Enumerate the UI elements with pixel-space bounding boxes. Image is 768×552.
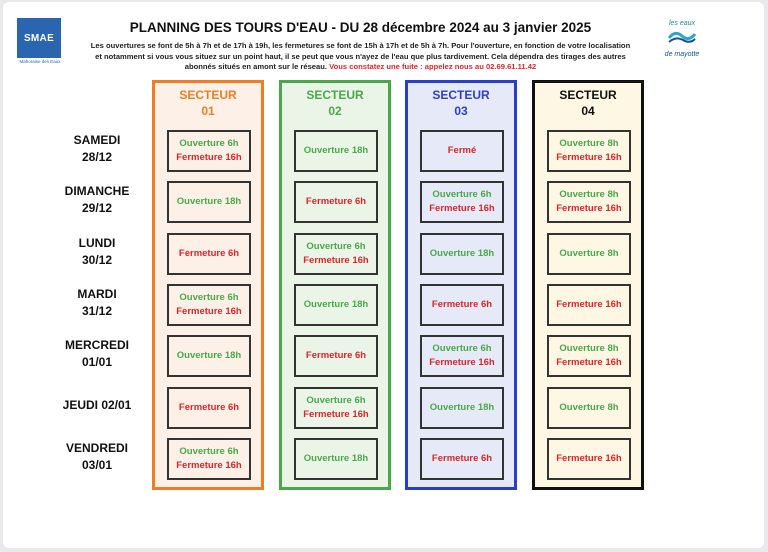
opening-time: Ouverture 18h (429, 402, 495, 413)
closing-time: Fermeture 16h (176, 152, 242, 163)
schedule-cell (547, 335, 631, 377)
schedule-cell (167, 233, 251, 275)
info-text (73, 41, 648, 73)
day-date: 01/01 (81, 355, 113, 369)
schedule-cell (294, 130, 378, 172)
closing-time: Fermeture 16h (556, 299, 622, 310)
schedule-cell (420, 130, 504, 172)
schedule-cell (294, 284, 378, 326)
info-line-2: et notamment si vous vous situez sur un point haut, il se peut que vous n'ayez de l'eau que plus tardivement. Cela dépendra des tirages des autres (95, 51, 626, 61)
sector-label: SECTEUR (179, 88, 237, 102)
sector-column (279, 80, 391, 490)
sector-number: 04 (581, 104, 595, 118)
day-label (52, 440, 142, 474)
schedule-cell (420, 438, 504, 480)
opening-time: Ouverture 8h (559, 138, 619, 149)
schedule-cell (420, 387, 504, 429)
closing-time: Fermeture 16h (556, 152, 622, 163)
logo-text-bottom: de mayotte (664, 51, 700, 58)
sector-column (532, 80, 644, 490)
sector-label: SECTEUR (306, 88, 364, 102)
closing-time: Fermeture 16h (176, 460, 242, 471)
page-title: PLANNING DES TOURS D'EAU - DU 28 décembre 2024 au 3 janvier 2025 (129, 20, 592, 35)
schedule-cell (420, 233, 504, 275)
page (3, 2, 764, 548)
sector-label: SECTEUR (559, 88, 617, 102)
day-date: 29/12 (81, 201, 113, 215)
closing-time: Fermeture 16h (556, 203, 622, 214)
schedule-cell (547, 233, 631, 275)
schedule-cell (547, 387, 631, 429)
closing-time: Fermeture 6h (178, 248, 240, 259)
smae-logo: SMAE (17, 18, 61, 58)
sector-column (152, 80, 264, 490)
day-name: DIMANCHE (64, 184, 130, 198)
closing-time: Fermé (447, 145, 477, 156)
wave-icon (667, 28, 697, 46)
schedule-cell (167, 181, 251, 223)
schedule-cell (294, 181, 378, 223)
opening-time: Ouverture 8h (559, 248, 619, 259)
schedule-cell (547, 284, 631, 326)
opening-time: Ouverture 18h (176, 350, 242, 361)
day-label (52, 183, 142, 217)
day-date: 31/12 (81, 304, 113, 318)
day-name: SAMEDI (73, 133, 121, 147)
opening-time: Ouverture 18h (429, 248, 495, 259)
sector-header (155, 83, 261, 119)
closing-time: Fermeture 6h (305, 196, 367, 207)
schedule-cell (294, 335, 378, 377)
day-date: 03/01 (81, 458, 113, 472)
closing-time: Fermeture 6h (178, 402, 240, 413)
schedule-cell (294, 438, 378, 480)
opening-time: Ouverture 6h (306, 395, 366, 406)
opening-time: Ouverture 6h (179, 292, 239, 303)
day-date: 28/12 (81, 150, 113, 164)
closing-time: Fermeture 6h (431, 453, 493, 464)
schedule-cell (420, 335, 504, 377)
opening-time: Ouverture 6h (179, 138, 239, 149)
opening-time: Ouverture 18h (303, 145, 369, 156)
schedule-cell (167, 130, 251, 172)
day-name: MERCREDI (64, 338, 129, 352)
schedule-cell (167, 387, 251, 429)
day-label (52, 337, 142, 371)
day-name: LUNDI (78, 236, 116, 250)
day-name: JEUDI 02/01 (62, 398, 132, 412)
day-date: 30/12 (81, 253, 113, 267)
day-label (52, 286, 142, 320)
leak-hotline: Vous constatez une fuite : appelez nous au 02.69.61.11.42 (329, 62, 537, 71)
schedule-cell (420, 181, 504, 223)
day-label (52, 235, 142, 269)
opening-time: Ouverture 8h (559, 189, 619, 200)
schedule-cell (294, 387, 378, 429)
sector-header (408, 83, 514, 119)
day-label (52, 132, 142, 166)
opening-time: Ouverture 8h (559, 343, 619, 354)
sector-header (282, 83, 388, 119)
logo-text-top: les eaux (668, 20, 696, 27)
smae-logo-subtitle: Mahoraise des Eaux (19, 59, 61, 64)
closing-time: Fermeture 16h (429, 203, 495, 214)
opening-time: Ouverture 6h (179, 446, 239, 457)
day-label (52, 397, 142, 414)
opening-time: Ouverture 6h (306, 241, 366, 252)
sector-column (405, 80, 517, 490)
sector-header (535, 83, 641, 119)
sector-number: 03 (454, 104, 468, 118)
opening-time: Ouverture 6h (432, 343, 492, 354)
schedule-cell (167, 284, 251, 326)
schedule-cell (167, 335, 251, 377)
info-line-3 (73, 62, 648, 73)
closing-time: Fermeture 16h (429, 357, 495, 368)
schedule-cell (547, 438, 631, 480)
info-line-1: Les ouvertures se font de 5h à 7h et de 17h à 19h, les fermetures se font de 15h à 17h et de 5h à 7h. Pour l'ouverture, en fonction de votre localisation (90, 41, 631, 50)
closing-time: Fermeture 6h (431, 299, 493, 310)
closing-time: Fermeture 6h (305, 350, 367, 361)
opening-time: Ouverture 18h (303, 453, 369, 464)
closing-time: Fermeture 16h (556, 453, 622, 464)
day-name: MARDI (77, 287, 117, 301)
closing-time: Fermeture 16h (303, 255, 369, 266)
opening-time: Ouverture 18h (303, 299, 369, 310)
opening-time: Ouverture 6h (432, 189, 492, 200)
sector-label: SECTEUR (432, 88, 490, 102)
schedule-cell (294, 233, 378, 275)
schedule-cell (420, 284, 504, 326)
sector-number: 02 (328, 104, 342, 118)
sector-number: 01 (201, 104, 215, 118)
closing-time: Fermeture 16h (176, 306, 242, 317)
schedule-cell (547, 181, 631, 223)
closing-time: Fermeture 16h (556, 357, 622, 368)
schedule-cell (167, 438, 251, 480)
eaux-de-mayotte-logo (655, 20, 709, 64)
opening-time: Ouverture 18h (176, 196, 242, 207)
opening-time: Ouverture 8h (559, 402, 619, 413)
closing-time: Fermeture 16h (303, 409, 369, 420)
schedule-cell (547, 130, 631, 172)
info-line-3-text: abonnés situés en amont sur le réseau. (184, 62, 328, 71)
day-name: VENDREDI (65, 441, 128, 455)
